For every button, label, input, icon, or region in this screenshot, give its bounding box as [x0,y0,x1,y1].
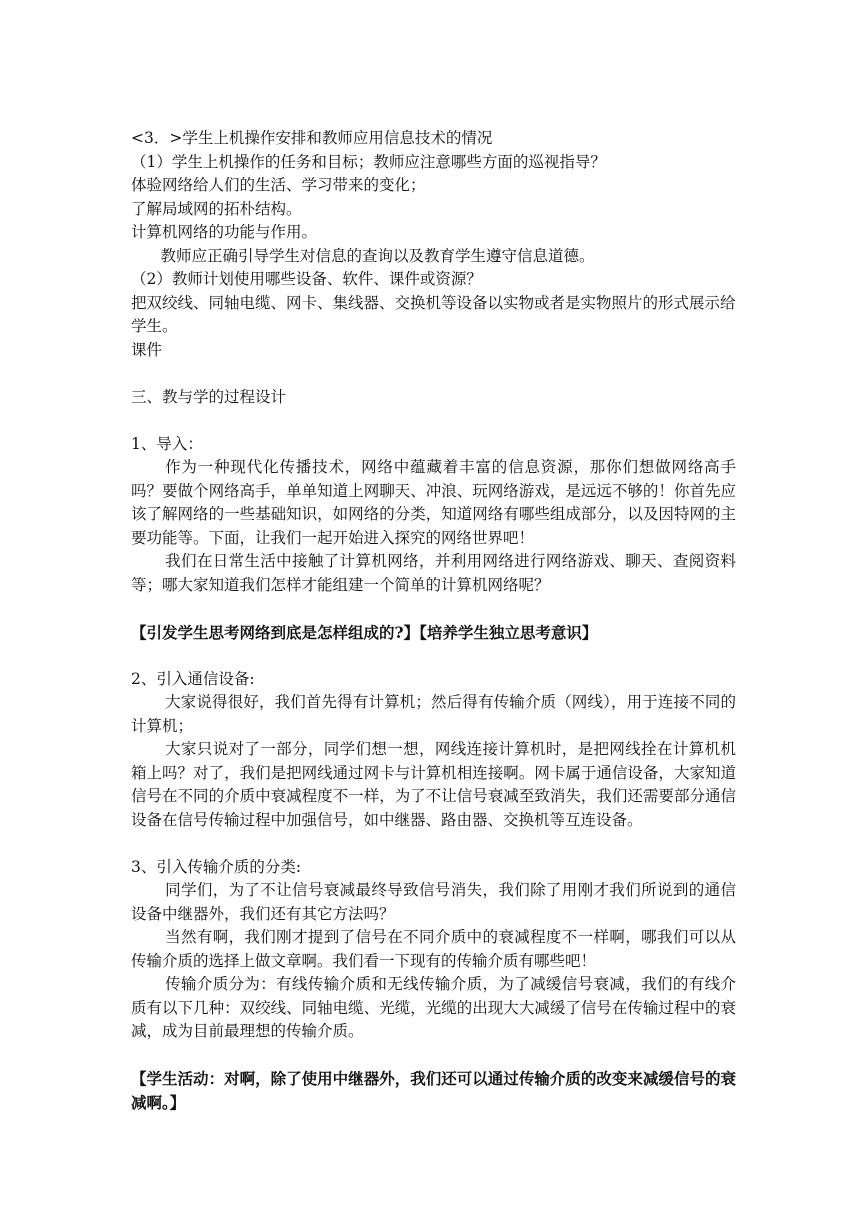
spacer [131,597,736,621]
paragraph: 作为一种现代化传播技术，网络中蕴藏着丰富的信息资源，那你们想做网络高手吗？要做个网络高手，单单知道上网聊天、冲浪、玩网络游戏，是远远不够的！你首先应该了解网络的一些基础知识，如网络的分类，知道网络有哪些组成部分，以及因特网的主要功能等。下面，让我们一起开始进入探究的网络世界吧！ [131,458,736,547]
student-activity-note: 【学生活动：对啊，除了使用中继器外，我们还可以通过传输介质的改变来减缓信号的衰减啊。】 [131,1069,736,1112]
spacer [131,362,736,386]
section-heading-process: 三、教与学的过程设计 [131,387,287,406]
paragraph: 大家只说对了一部分，同学们想一想，网线连接计算机时，是把网线拴在计算机机箱上吗？对了，我们是把网线通过网卡与计算机相连接啊。网卡属于通信设备，大家知道信号在不同的介质中衰减程度不一样，为了不让信号衰减至致消失，我们还需要部分通信设备在信号传输过程中加强信号，如中继器、路由器、交换机等互连设备。 [131,740,736,829]
spacer [131,832,736,856]
document-body [131,127,736,1114]
text-line: 把双绞线、同轴电缆、网卡、集线器、交换机等设备以实物或者是实物照片的形式展示给学生。 [131,293,736,335]
paragraph: 我们在日常生活中接触了计算机网络，并利用网络进行网络游戏、聊天、查阅资料等；哪大家知道我们怎样才能组建一个简单的计算机网络呢？ [131,552,736,594]
section-heading-3: <3．>学生上机操作安排和教师应用信息技术的情况 [131,129,493,147]
text-line: 了解局域网的拓朴结构。 [131,199,302,218]
text-line: 体验网络给人们的生活、学习带来的变化； [131,176,426,194]
paragraph: 传输介质分为：有线传输介质和无线传输介质，为了减缓信号衰减，我们的有线介质有以下几种：双绞线、同轴电缆、光缆，光缆的出现大大减缓了信号在传输过程中的衰减，成为目前最理想的传输介质。 [131,975,736,1040]
paragraph: 同学们，为了不让信号衰减最终导致信号消失，我们除了用刚才我们所说到的通信设备中继器外，我们还有其它方法吗？ [131,881,736,923]
paragraph: 当然有啊，我们刚才提到了信号在不同介质中的衰减程度不一样啊，哪我们可以从传输介质的选择上做文章啊。我们看一下现有的传输介质有哪些吧！ [131,928,736,970]
text-line: 课件 [131,340,163,359]
part-3-heading: 3、引入传输介质的分类: [131,857,302,876]
part-1-heading: 1、导入： [131,434,203,453]
part-2-heading: 2、引入通信设备: [131,669,255,688]
teaching-note: 【引发学生思考网络到底是怎样组成的?】【培养学生独立思考意识】 [131,622,598,642]
spacer [131,409,736,433]
spacer [131,644,736,668]
text-line: 计算机网络的功能与作用。 [131,223,318,241]
text-line: 教师应正确引导学生对信息的查询以及教育学生遵守信息道德。 [160,246,595,265]
paragraph: 大家说得很好，我们首先得有计算机；然后得有传输介质（网线），用于连接不同的计算机； [131,693,736,735]
question-2: （2）教师计划使用哪些设备、软件、课件或资源？ [131,270,482,288]
question-1: （1）学生上机操作的任务和目标；教师应注意哪些方面的巡视指导？ [131,152,606,171]
spacer [131,1044,736,1068]
